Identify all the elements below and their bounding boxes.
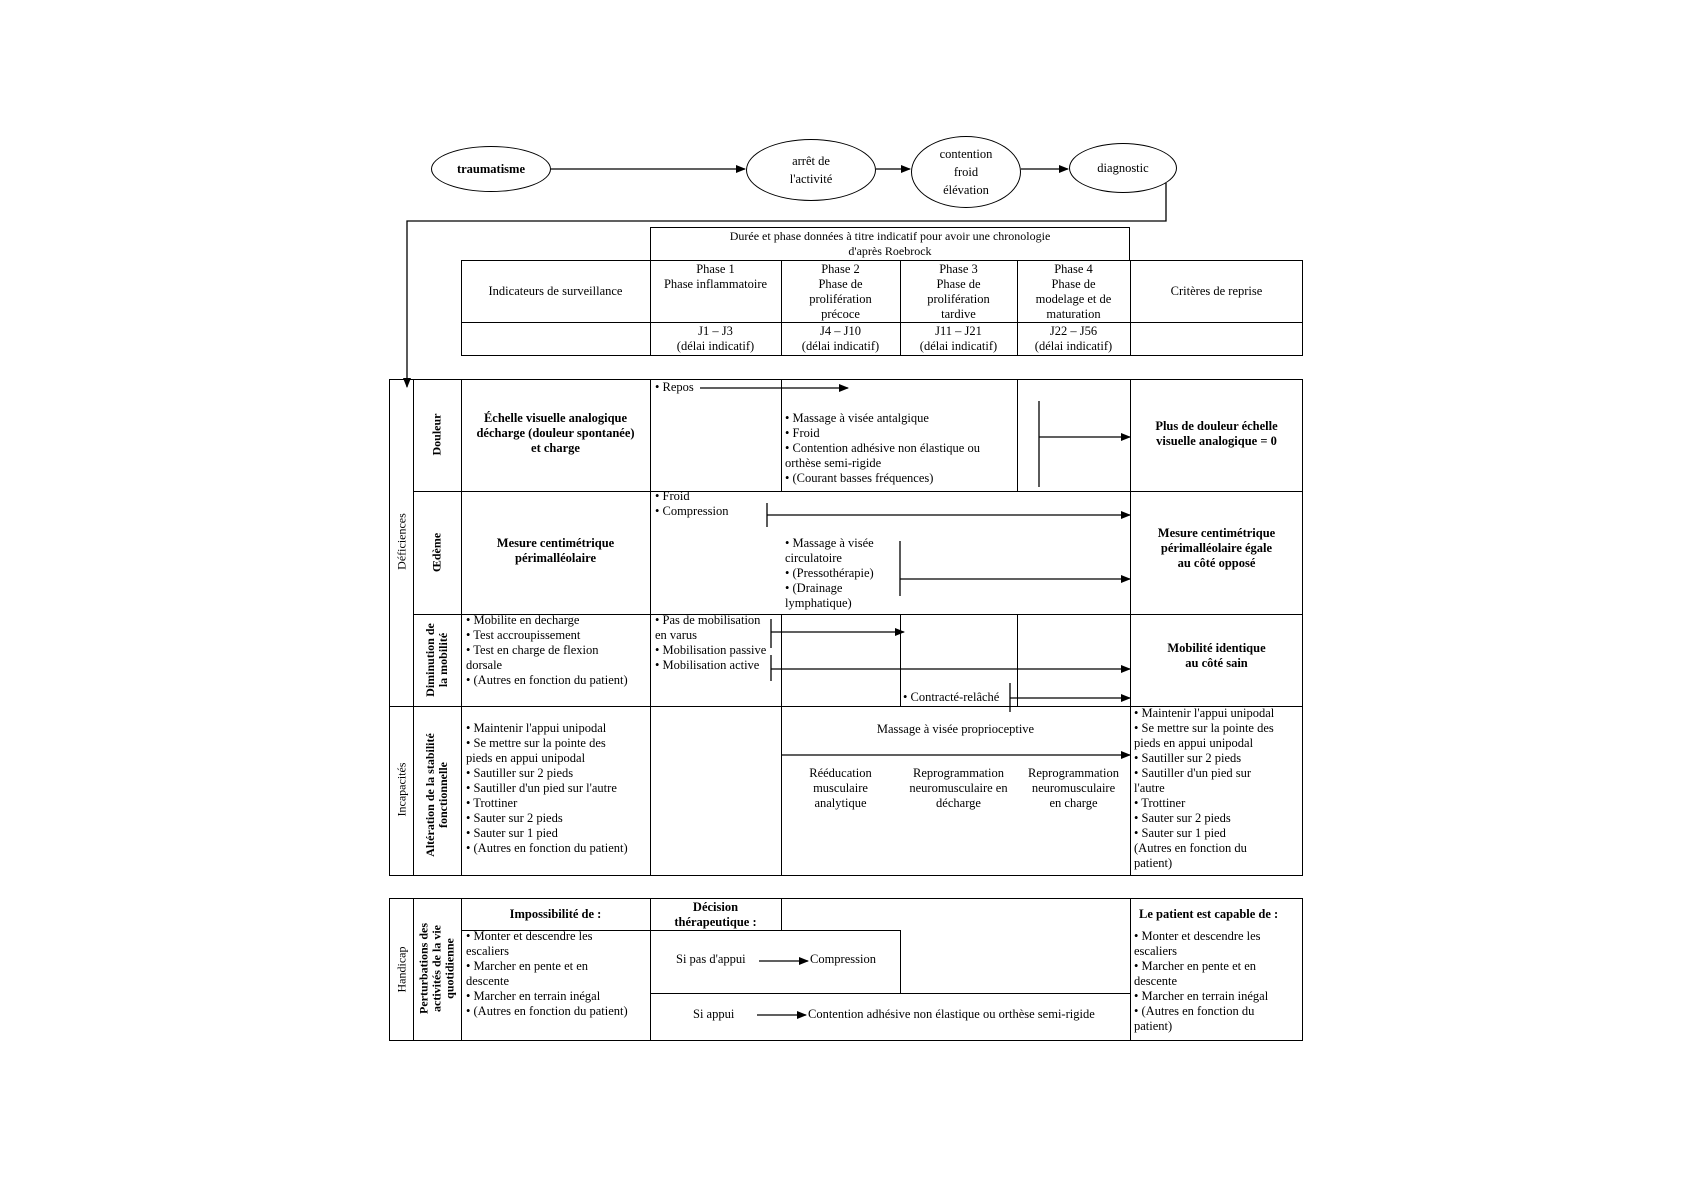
mobilite-contracte: • Contracté-relâché	[903, 690, 1000, 704]
node-traumatisme: traumatisme	[431, 146, 551, 192]
douleur-treatments: • Massage à visée antalgique • Froid • Contention adhésive non élastique ou orthèse semi-rigide • (Courant basses fréquences)	[785, 411, 980, 485]
col-phase3-mob	[900, 614, 901, 706]
col-phase3-douleur	[1017, 379, 1018, 491]
handicap-decision: Décision thérapeutique :	[674, 900, 757, 929]
header-phase3: Phase 3 Phase de prolifération tardive	[927, 262, 990, 321]
handicap-si-appui: Si appui	[693, 1007, 735, 1021]
douleur-indicator: Échelle visuelle analogique décharge (douleur spontanée) et charge	[476, 411, 635, 455]
category-incapacites: Incapacités	[394, 762, 409, 817]
row-label-douleur: Douleur	[429, 413, 444, 456]
header-j2: J4 – J10 (délai indicatif)	[801, 324, 880, 353]
handicap-capable-list: • Monter et descendre les escaliers • Marcher en pente et en descente • Marcher en terrain inégal • (Autres en fonction du patient)	[1134, 929, 1269, 1033]
stabilite-critere: • Maintenir l'appui unipodal • Se mettre sur la pointe des pieds en appui unipodal • Sautiller sur 2 pieds • Sautiller d'un pied sur l'autre • Trottiner • Sauter sur 2 pieds • Sauter sur 1 pied (Autres en fonction du patient)	[1134, 706, 1275, 870]
header-indicateurs: Indicateurs de surveillance	[488, 284, 623, 298]
node-diagnostic: diagnostic	[1069, 143, 1177, 193]
row-label-stabilite: Altération de la stabilité fonctionnelle	[423, 733, 450, 857]
header-row-divider	[461, 322, 1303, 323]
handicap-impossibilite: Impossibilité de :	[509, 907, 602, 921]
header-j3: J11 – J21 (délai indicatif)	[919, 324, 998, 353]
header-phase4: Phase 4 Phase de modelage et de maturation	[1035, 262, 1112, 321]
category-handicap: Handicap	[394, 946, 409, 993]
douleur-repos: • Repos	[655, 380, 694, 394]
stabilite-indicator: • Maintenir l'appui unipodal • Se mettre sur la pointe des pieds en appui unipodal • Sautiller sur 2 pieds • Sautiller d'un pied sur l'autre • Trottiner • Sauter sur 2 pieds • Sauter sur 1 pied • (Autres en fonction du patient)	[466, 721, 628, 855]
category-deficiences: Déficiences	[394, 513, 409, 570]
header-phase2: Phase 2 Phase de prolifération précoce	[809, 262, 872, 321]
header-j4: J22 – J56 (délai indicatif)	[1034, 324, 1113, 353]
col-phase1	[650, 379, 651, 876]
hdr-col-5	[1130, 260, 1131, 356]
oedeme-early: • Froid • Compression	[655, 489, 729, 518]
node-contention: contention froid élévation	[911, 136, 1021, 208]
mobilite-critere: Mobilité identique au côté sain	[1167, 641, 1266, 670]
col-phase4-mob	[1017, 614, 1018, 706]
h-col-decision-right	[900, 930, 901, 993]
oedeme-indicator: Mesure centimétrique périmalléolaire	[496, 536, 615, 565]
header-j1: J1 – J3 (délai indicatif)	[676, 324, 755, 353]
stabilite-reprog-decharge: Reprogrammation neuromusculaire en décharge	[909, 766, 1008, 810]
handicap-list: • Monter et descendre les escaliers • Marcher en pente et en descente • Marcher en terrain inégal • (Autres en fonction du patient)	[466, 929, 628, 1018]
row-div-1	[413, 491, 1303, 492]
handicap-compression: Compression	[810, 952, 876, 966]
h-row-decision	[650, 993, 1130, 994]
col-category	[413, 379, 414, 876]
stabilite-reeducation: Rééducation musculaire analytique	[809, 766, 872, 810]
mobilite-early: • Pas de mobilisation en varus • Mobilisation passive • Mobilisation active	[655, 613, 767, 672]
h-col-phase2	[781, 898, 782, 930]
mobilite-indicator: • Mobilite en decharge • Test accroupissement • Test en charge de flexion dorsale • (Autres en fonction du patient)	[466, 613, 628, 687]
header-criteres: Critères de reprise	[1170, 284, 1263, 298]
douleur-critere: Plus de douleur échelle visuelle analogique = 0	[1155, 419, 1278, 448]
handicap-contention: Contention adhésive non élastique ou orthèse semi-rigide	[808, 1007, 1095, 1021]
col-phase2-douleur	[781, 379, 782, 491]
stabilite-massage: Massage à visée proprioceptive	[876, 722, 1035, 736]
stabilite-reprog-charge: Reprogrammation neuromusculaire en charge	[1028, 766, 1119, 810]
header-phase1: Phase 1 Phase inflammatoire	[663, 262, 768, 291]
h-col-category	[413, 898, 414, 1041]
node-arret-activite: arrêt de l'activité	[746, 139, 876, 201]
duree-note: Durée et phase données à titre indicatif pour avoir une chronologie d'après Roebrock	[729, 229, 1051, 258]
oedeme-critere: Mesure centimétrique périmalléolaire égale au côté opposé	[1157, 526, 1276, 570]
col-criteres	[1130, 379, 1131, 876]
row-label-handicap: Perturbations des activités de la vie quotidienne	[416, 923, 457, 1014]
handicap-si-pas-appui: Si pas d'appui	[676, 952, 746, 966]
oedeme-treatments: • Massage à visée circulatoire • (Pressothérapie) • (Drainage lymphatique)	[785, 536, 874, 610]
row-label-mobilite: Diminution de la mobilité	[423, 623, 450, 697]
col-phase2-low	[781, 614, 782, 876]
h-col-criteres	[1130, 898, 1131, 1041]
row-label-oedeme: Œdème	[429, 532, 444, 573]
handicap-capable: Le patient est capable de :	[1139, 907, 1279, 921]
